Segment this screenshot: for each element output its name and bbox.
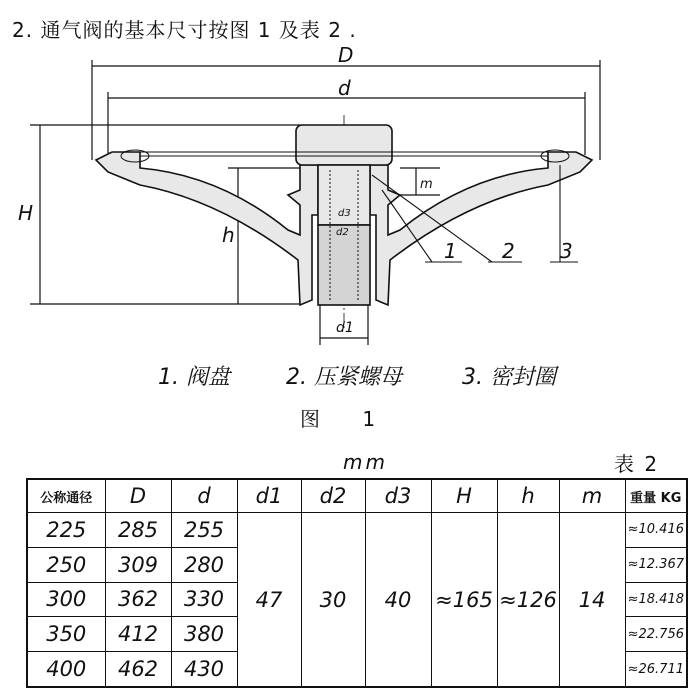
cell-D: 285 <box>105 513 171 548</box>
cell-h: ≈126 <box>497 513 559 688</box>
cell-D: 362 <box>105 582 171 617</box>
dim-label-d3: d3 <box>338 208 351 219</box>
cell-dn: 225 <box>27 513 105 548</box>
header-cell: D <box>105 479 171 513</box>
dim-label-H: H <box>18 201 34 225</box>
cell-d1: 47 <box>237 513 301 688</box>
table-header-row <box>27 479 687 513</box>
dim-label-d1: d1 <box>336 320 354 336</box>
cell-dn: 400 <box>27 652 105 688</box>
cell-weight: ≈10.416 <box>625 513 687 548</box>
part-number-1: 1 <box>444 239 457 263</box>
part-number-2: 2 <box>502 239 515 263</box>
valve-drawing <box>0 0 700 345</box>
cell-dn: 250 <box>27 547 105 582</box>
cell-d: 280 <box>171 547 237 582</box>
cell-d: 255 <box>171 513 237 548</box>
legend-item-3: 3. 密封圈 <box>462 365 556 390</box>
cell-dn: 300 <box>27 582 105 617</box>
header-cell: d <box>171 479 237 513</box>
header-cell: h <box>497 479 559 513</box>
figure-caption: 图 1 <box>300 407 394 431</box>
cell-D: 309 <box>105 547 171 582</box>
cell-d: 380 <box>171 617 237 652</box>
header-cell: d2 <box>301 479 365 513</box>
legend-item-1: 1. 阀盘 <box>158 365 230 390</box>
dim-label-d2: d2 <box>336 227 349 238</box>
dim-label-h: h <box>222 223 235 247</box>
cell-weight: ≈22.756 <box>625 617 687 652</box>
table-title: 表 2 <box>614 452 660 476</box>
header-cell: d1 <box>237 479 301 513</box>
table-unit: mm <box>343 450 388 474</box>
legend-item-2: 2. 压紧螺母 <box>286 365 402 390</box>
table-row <box>27 513 687 548</box>
cell-weight: ≈12.367 <box>625 547 687 582</box>
dim-label-m: m <box>420 177 433 192</box>
dim-label-D: D <box>338 43 354 67</box>
header-cell: H <box>431 479 497 513</box>
section-heading: 2. 通气阀的基本尺寸按图 1 及表 2 . <box>12 18 357 42</box>
cell-d2: 30 <box>301 513 365 688</box>
header-cell: 重量 KG <box>625 479 687 513</box>
cell-d3: 40 <box>365 513 431 688</box>
dim-label-d: d <box>338 76 351 100</box>
cell-dn: 350 <box>27 617 105 652</box>
cell-d: 430 <box>171 652 237 688</box>
cell-H: ≈165 <box>431 513 497 688</box>
dimension-table <box>26 478 688 688</box>
cell-weight: ≈18.418 <box>625 582 687 617</box>
header-cell: d3 <box>365 479 431 513</box>
header-cell: 公称通径 <box>27 479 105 513</box>
cell-D: 412 <box>105 617 171 652</box>
cell-d: 330 <box>171 582 237 617</box>
cell-m: 14 <box>559 513 625 688</box>
part-number-3: 3 <box>560 239 573 263</box>
cell-D: 462 <box>105 652 171 688</box>
header-cell: m <box>559 479 625 513</box>
parts-legend <box>0 360 700 390</box>
cell-weight: ≈26.711 <box>625 652 687 688</box>
